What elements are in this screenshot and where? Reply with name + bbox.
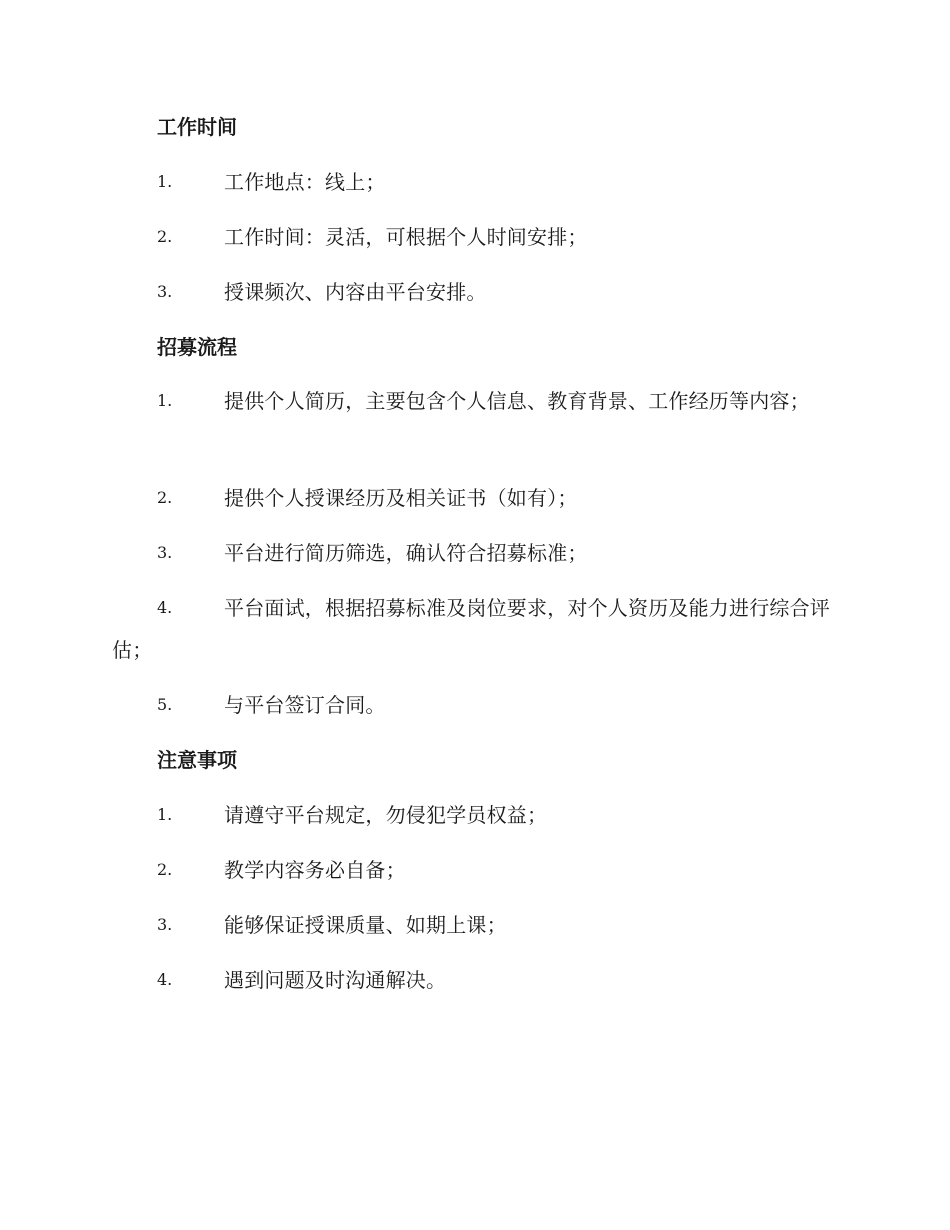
list-item — [112, 161, 842, 203]
list-item-number: 2. — [157, 488, 173, 507]
section-heading-recruitment-process: 招募流程 — [157, 335, 237, 359]
list-item-text: 能够保证授课质量、如期上课； — [224, 913, 507, 937]
list-item — [112, 216, 842, 258]
section-heading-work-time: 工作时间 — [157, 115, 237, 139]
list-item-number: 3. — [157, 915, 173, 934]
list-item — [112, 380, 842, 422]
list-item-number: 2. — [157, 227, 173, 246]
list-item-number: 4. — [157, 970, 173, 989]
list-item — [112, 794, 842, 836]
list-item — [112, 849, 842, 891]
list-item-text: 与平台签订合同。 — [224, 693, 386, 717]
list-item — [112, 587, 842, 671]
list-item-text: 提供个人简历，主要包含个人信息、教育背景、工作经历等内容； — [224, 389, 810, 413]
list-item-number: 4. — [157, 598, 173, 617]
list-item-text: 平台进行简历筛选，确认符合招募标准； — [224, 541, 588, 565]
list-item-number: 1. — [157, 391, 173, 410]
list-item-number: 1. — [157, 805, 173, 824]
list-item-number: 2. — [157, 860, 173, 879]
list-item — [112, 532, 842, 574]
list-item-number: 3. — [157, 282, 173, 301]
list-item-text: 请遵守平台规定，勿侵犯学员权益； — [224, 803, 548, 827]
list-item — [112, 477, 842, 519]
list-item-text: 平台面试，根据招募标准及岗位要求，对个人资历及能力进行综合评估； — [112, 596, 830, 662]
list-item-number: 1. — [157, 172, 173, 191]
list-item — [112, 959, 842, 1001]
list-item-number: 5. — [157, 695, 173, 714]
section-heading-notes: 注意事项 — [157, 748, 237, 772]
list-item — [112, 904, 842, 946]
list-item-text: 教学内容务必自备； — [224, 858, 406, 882]
list-item-text: 提供个人授课经历及相关证书（如有）； — [224, 486, 578, 510]
list-item — [112, 271, 842, 313]
list-item-text: 工作地点：线上； — [224, 170, 386, 194]
list-item-text: 工作时间：灵活，可根据个人时间安排； — [224, 225, 588, 249]
list-item-text: 遇到问题及时沟通解决。 — [224, 968, 447, 992]
list-item-number: 3. — [157, 543, 173, 562]
list-item — [112, 684, 842, 726]
list-item-text: 授课频次、内容由平台安排。 — [224, 280, 487, 304]
